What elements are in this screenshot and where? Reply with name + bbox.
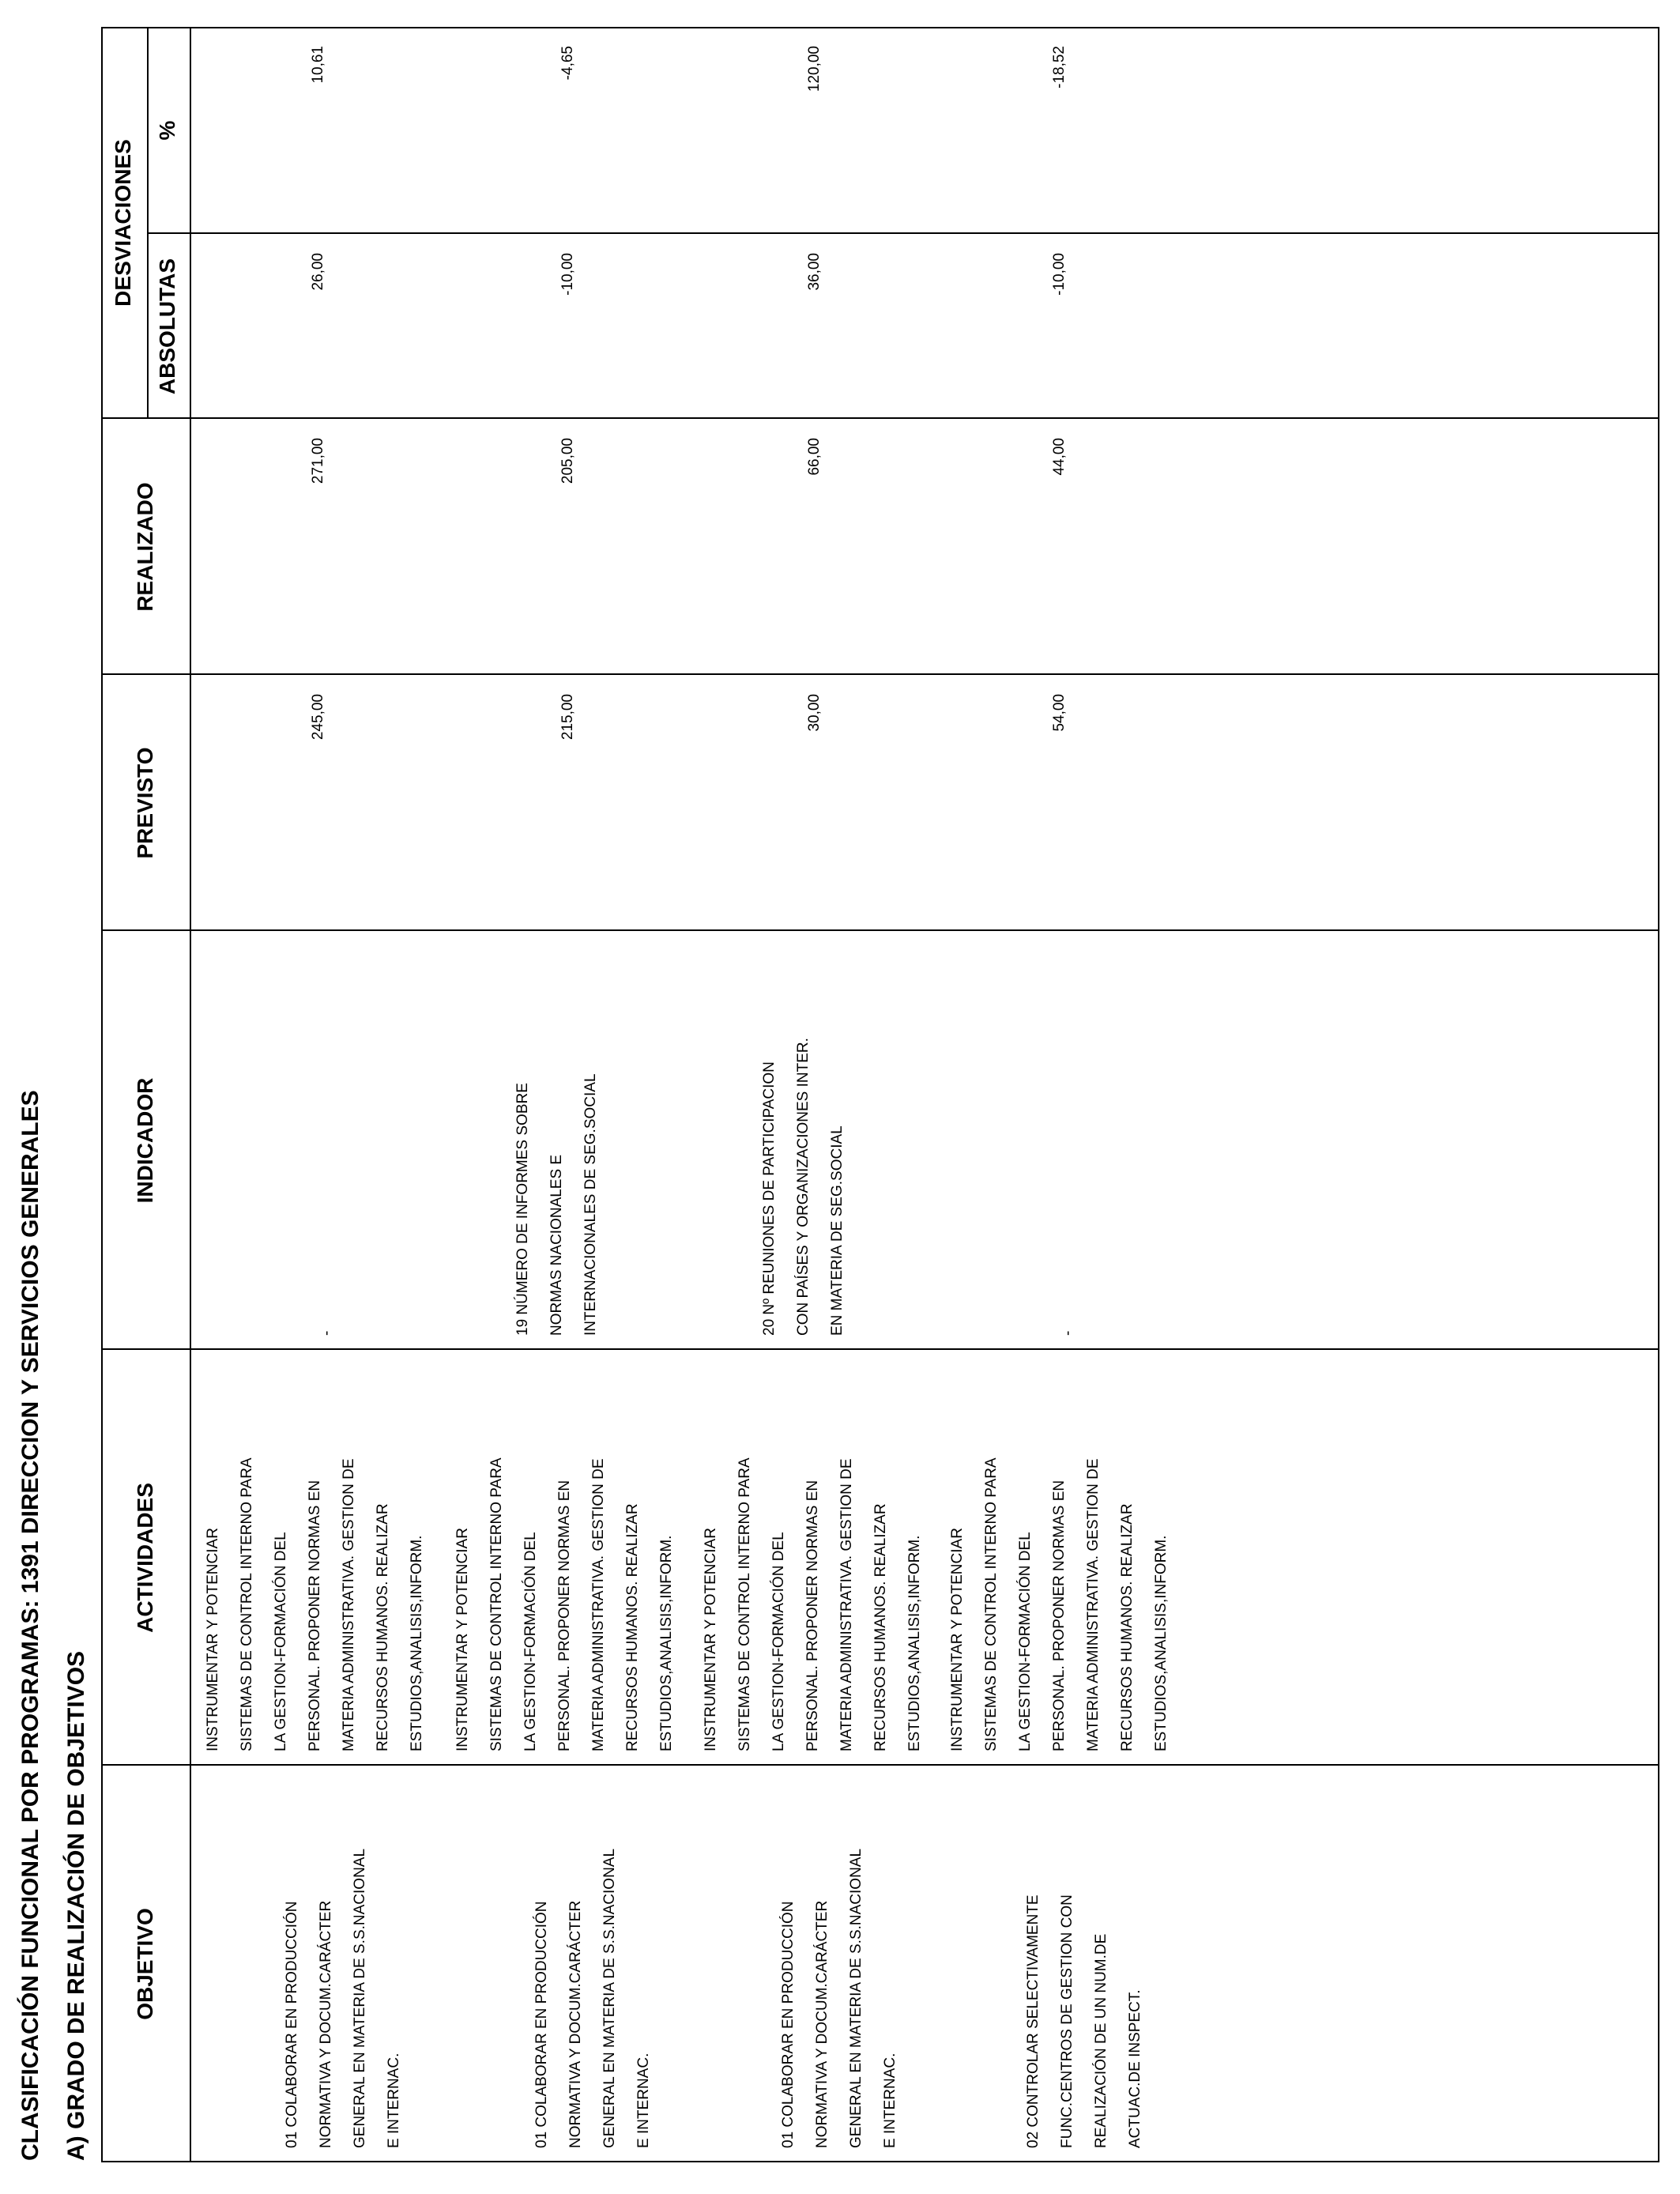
previsto-value: 245,00 (310, 694, 326, 741)
header-objetivo: OBJETIVO (133, 1908, 157, 2020)
realizado-value: 205,00 (559, 438, 576, 484)
previsto-value: 215,00 (559, 694, 576, 741)
header-realizado: REALIZADO (133, 482, 157, 612)
previsto-value: 30,00 (806, 694, 823, 732)
col-divider (101, 673, 1659, 675)
col-divider (147, 232, 1659, 234)
actividades-cell: INSTRUMENTAR Y POTENCIAR SISTEMAS DE CONTROL INTERNO PARA LA GESTION-FORMACIÓN DEL PERSONAL. PROPONER NORMAS EN MATERIA ADMINISTRATIVA. GESTION DE RECURSOS HUMANOS. REALIZAR ESTUDIOS,ANALISIS,INFORM. (205, 1457, 425, 1751)
porcentaje-value: -4,65 (559, 46, 576, 81)
table-border (101, 27, 1659, 2162)
header-desviaciones: DESVIACIONES (111, 139, 135, 307)
absolutas-value: -10,00 (559, 253, 576, 296)
realizado-value: 66,00 (806, 438, 823, 476)
porcentaje-value: -18,52 (1051, 46, 1068, 89)
absolutas-value: 26,00 (310, 253, 326, 291)
previsto-value: 54,00 (1051, 694, 1068, 732)
absolutas-value: -10,00 (1051, 253, 1068, 296)
indicador-cell: 19 NÚMERO DE INFORMES SOBRE NORMAS NACIONALES E INTERNACIONALES DE SEG.SOCIAL (514, 1073, 599, 1336)
actividades-cell: INSTRUMENTAR Y POTENCIAR SISTEMAS DE CONTROL INTERNO PARA LA GESTION-FORMACIÓN DEL PERSONAL. PROPONER NORMAS EN MATERIA ADMINISTRATIVA. GESTION DE RECURSOS HUMANOS. REALIZAR ESTUDIOS,ANALISIS,INFORM. (949, 1457, 1170, 1751)
actividades-cell: INSTRUMENTAR Y POTENCIAR SISTEMAS DE CONTROL INTERNO PARA LA GESTION-FORMACIÓN DEL PERSONAL. PROPONER NORMAS EN MATERIA ADMINISTRATIVA. GESTION DE RECURSOS HUMANOS. REALIZAR ESTUDIOS,ANALISIS,INFORM. (703, 1457, 923, 1751)
header-porcentaje: % (155, 120, 179, 141)
indicador-cell: - (318, 1330, 335, 1336)
realizado-value: 271,00 (310, 438, 326, 484)
objetivo-cell: 01 COLABORAR EN PRODUCCIÓN NORMATIVA Y DOCUM.CARÁCTER GENERAL EN MATERIA DE S.S.NACIONAL E INTERNAC. (780, 1848, 898, 2148)
header-previsto: PREVISTO (133, 747, 157, 859)
col-divider (101, 1764, 1659, 1766)
section-subtitle: A) GRADO DE REALIZACIÓN DE OBJETIVOS (63, 1650, 89, 2161)
realizado-value: 44,00 (1051, 438, 1068, 476)
col-divider (101, 1348, 1659, 1350)
objetivo-cell: 02 CONTROLAR SELECTIVAMENTE FUNC.CENTROS DE GESTION CON REALIZACIÓN DE UN NUM.DE ACTUAC.DE INSPECT. (1025, 1894, 1143, 2148)
header-absolutas: ABSOLUTAS (155, 258, 179, 395)
desviaciones-divider (147, 27, 149, 419)
indicador-cell: - (1060, 1330, 1076, 1336)
actividades-cell: INSTRUMENTAR Y POTENCIAR SISTEMAS DE CONTROL INTERNO PARA LA GESTION-FORMACIÓN DEL PERSONAL. PROPONER NORMAS EN MATERIA ADMINISTRATIVA. GESTION DE RECURSOS HUMANOS. REALIZAR ESTUDIOS,ANALISIS,INFORM. (454, 1457, 675, 1751)
indicador-cell: 20 Nº REUNIONES DE PARTICIPACION CON PAÍSES Y ORGANIZACIONES INTER. EN MATERIA DE SEG.SOCIAL (761, 1038, 846, 1336)
porcentaje-value: 120,00 (806, 46, 823, 92)
col-divider (101, 929, 1659, 931)
objetivo-cell: 01 COLABORAR EN PRODUCCIÓN NORMATIVA Y DOCUM.CARÁCTER GENERAL EN MATERIA DE S.S.NACIONAL E INTERNAC. (284, 1848, 402, 2148)
header-divider (190, 27, 191, 2162)
objetivo-cell: 01 COLABORAR EN PRODUCCIÓN NORMATIVA Y DOCUM.CARÁCTER GENERAL EN MATERIA DE S.S.NACIONAL E INTERNAC. (533, 1848, 652, 2148)
absolutas-value: 36,00 (806, 253, 823, 291)
header-actividades: ACTIVIDADES (133, 1483, 157, 1633)
page-title: CLASIFICACIÓN FUNCIONAL POR PROGRAMAS: 1391 DIRECCION Y SERVICIOS GENERALES (17, 1090, 43, 2161)
header-indicador: INDICADOR (133, 1077, 157, 1204)
porcentaje-value: 10,61 (310, 46, 326, 84)
col-divider (101, 417, 1659, 419)
